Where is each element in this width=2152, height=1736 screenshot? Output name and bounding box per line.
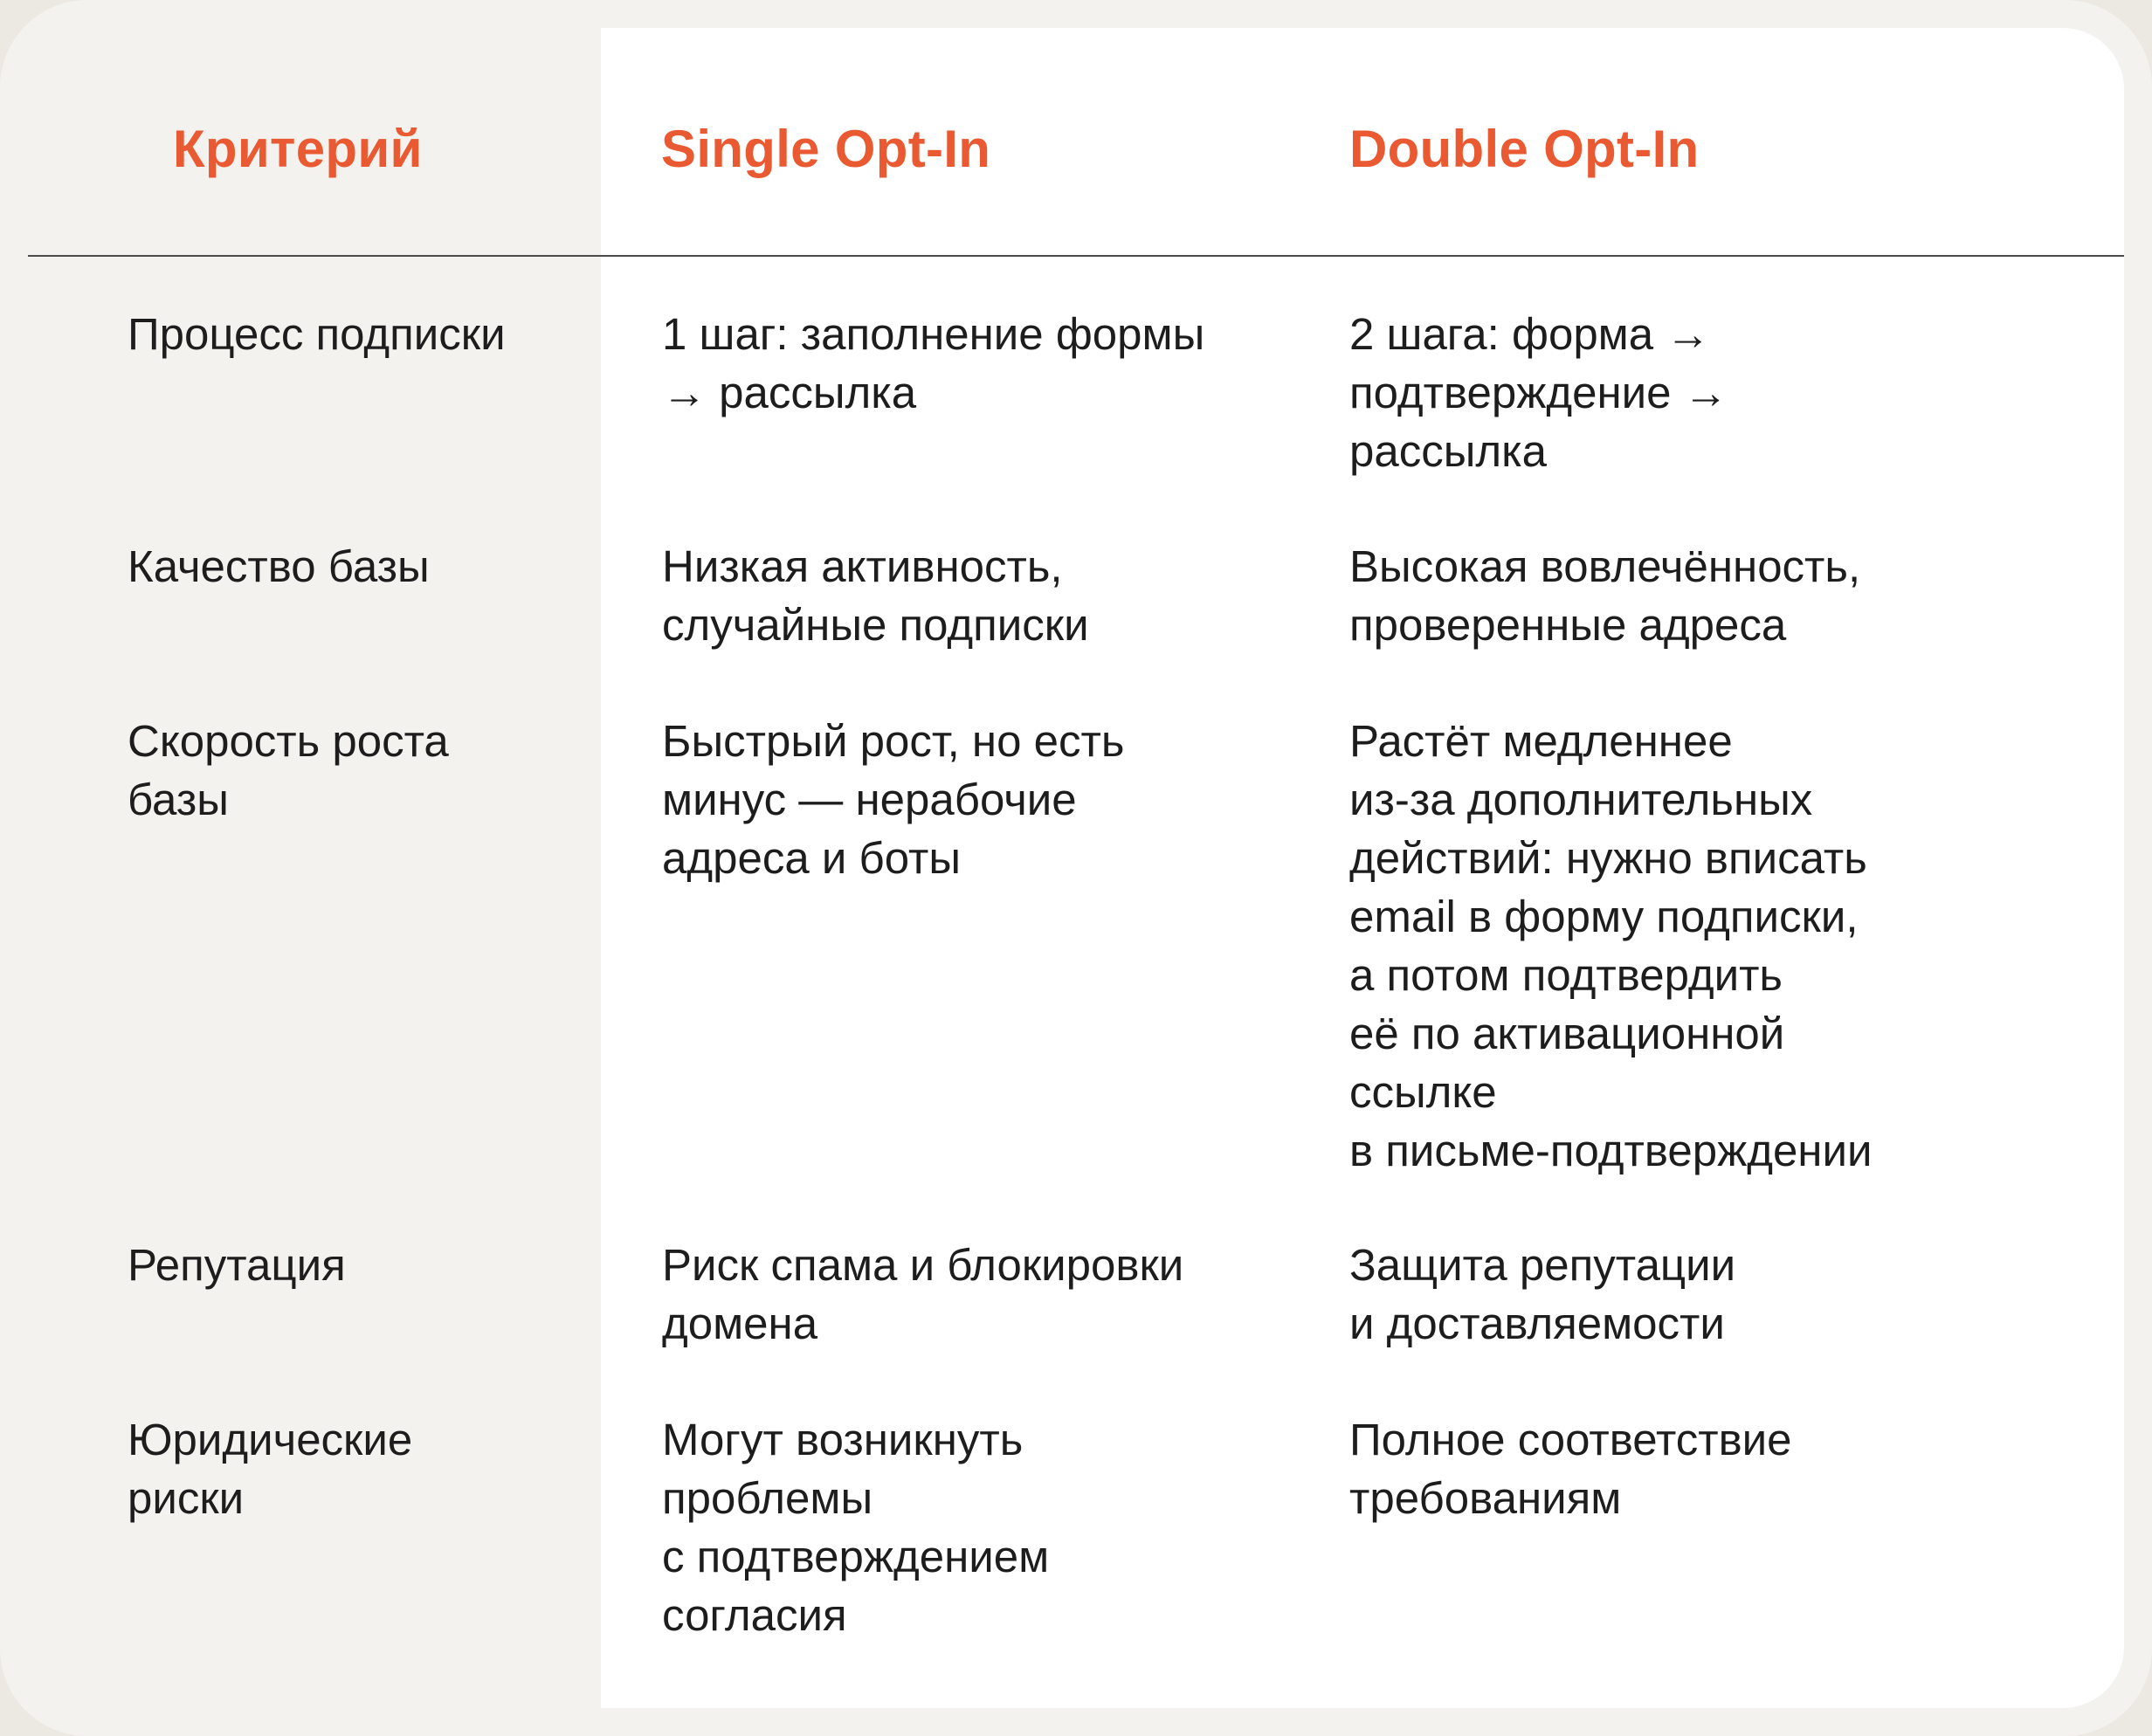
row-reputation-double: Защита репутации и доставляемости: [1349, 1240, 1736, 1348]
row-legal-risks-double: Полное соответствие требованиям: [1349, 1415, 1792, 1523]
row-subscription-process-double: 2 шага: форма → подтверждение → рассылка: [1349, 309, 1728, 476]
row-subscription-process-criterion: Процесс подписки: [128, 309, 506, 359]
row-base-quality-double: Высокая вовлечённость, проверенные адреса: [1349, 541, 1861, 650]
row-reputation-criterion: Репутация: [128, 1240, 346, 1290]
row-growth-speed-single: Быстрый рост, но есть минус — нерабочие адреса и боты: [662, 716, 1125, 883]
header-single-opt-in: Single Opt-In: [661, 120, 991, 178]
row-growth-speed-double: Растёт медленнее из-за дополнительных действий: нужно вписать email в форму подписки, а потом подтвердить её по активационной ссылке в письме-подтверждении: [1349, 716, 1873, 1175]
row-growth-speed-criterion: Скорость роста базы: [128, 716, 449, 824]
row-legal-risks-single: Могут возникнуть проблемы с подтверждением согласия: [662, 1415, 1050, 1640]
row-base-quality-single: Низкая активность, случайные подписки: [662, 541, 1089, 650]
row-reputation-single: Риск спама и блокировки домена: [662, 1240, 1184, 1348]
row-subscription-process-single: 1 шаг: заполнение формы → рассылка: [662, 309, 1205, 417]
header-double-opt-in: Double Opt-In: [1349, 120, 1700, 178]
header-divider: [28, 255, 2124, 257]
row-legal-risks-criterion: Юридические риски: [128, 1415, 413, 1523]
row-base-quality-criterion: Качество базы: [128, 541, 430, 591]
header-criterion: Критерий: [173, 120, 423, 178]
